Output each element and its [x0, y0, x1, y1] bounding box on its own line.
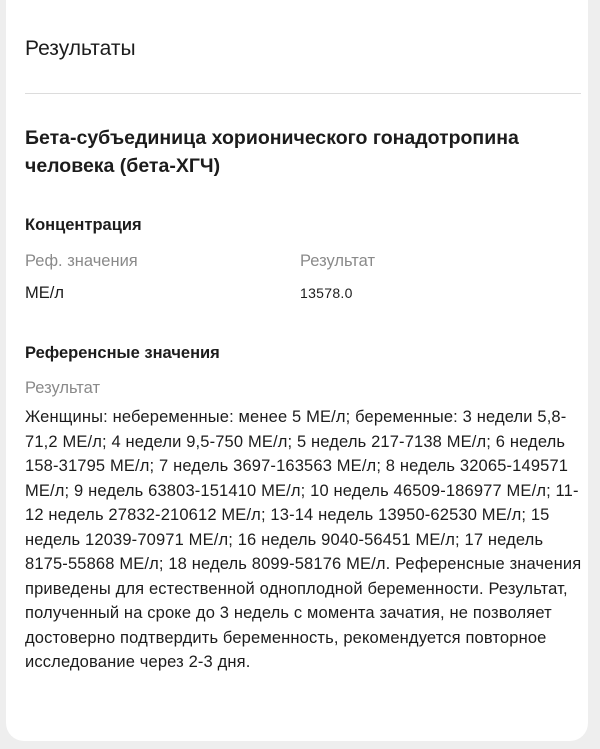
- ref-values-label: Реф. значения: [25, 252, 138, 270]
- unit-value: МЕ/л: [25, 284, 64, 302]
- divider: [25, 93, 581, 94]
- result-value: 13578.0: [300, 285, 353, 301]
- results-title: Результаты: [25, 37, 136, 60]
- reference-result-label: Результат: [25, 379, 101, 397]
- results-card: [6, 0, 588, 741]
- result-label: Результат: [300, 252, 376, 270]
- concentration-heading: Концентрация: [25, 216, 142, 234]
- test-name: Бета-субъединица хорионического гонадотропина человека (бета-ХГЧ): [25, 127, 519, 177]
- reference-values-text: Женщины: небеременные: менее 5 МЕ/л; беременные: 3 недели 5,8-71,2 МЕ/л; 4 недели 9,5-750 МЕ/л; 5 недель 217-7138 МЕ/л; 6 недель 158-31795 МЕ/л; 7 недель 3697-163563 МЕ/л; 8 недель 32065-149571 МЕ/л; 9 недель 63803-151410 МЕ/л; 10 недель 46509-186977 МЕ/л; 11-12 недель 27832-210612 МЕ/л; 13-14 недель 13950-62530 МЕ/л; 15 недель 12039-70971 МЕ/л; 16 недель 9040-56451 МЕ/л; 17 недель 8175-55868 МЕ/л; 18 недель 8099-58176 МЕ/л. Референсные значения приведены для естественной одноплодной беременности. Результат, полученный на сроке до 3 недель с момента зачатия, не позволяет достоверно подтвердить беременность, рекомендуется повторное исследование через 2-3 дня.: [25, 408, 582, 671]
- reference-values-heading: Референсные значения: [25, 344, 220, 362]
